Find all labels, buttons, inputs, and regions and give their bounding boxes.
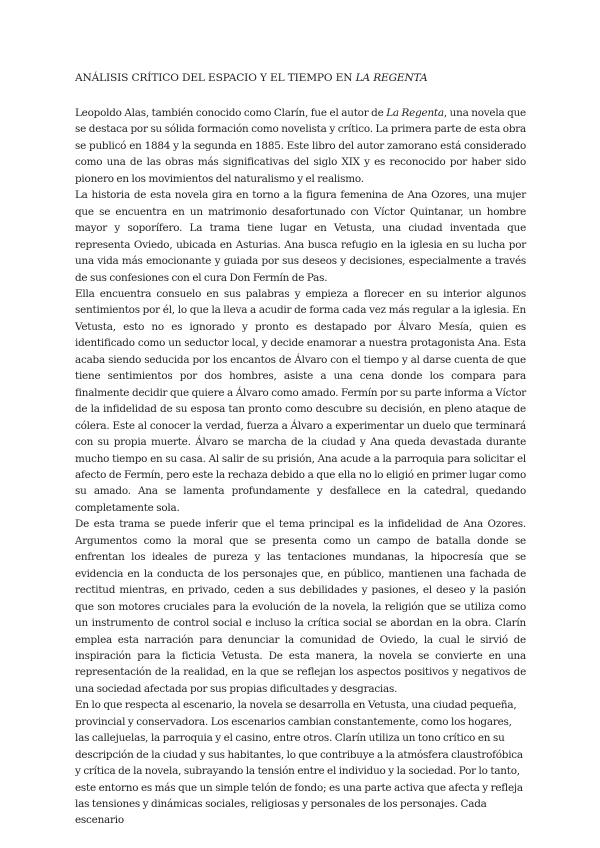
paragraph-intro-after: , una novela que se destaca por su sólida formación como novelista y crítico. La primera parte de esta obra se publicó en 1884 y la segunda en 1885. Este libro del autor zamorano está considerado como una de las obras más significativas del siglo XIX y es reconocido por haber sido pionero en los movimientos del naturalismo y el realismo.: [75, 107, 526, 185]
paragraph-plot: La historia de esta novela gira en torno a la figura femenina de Ana Ozores, una mujer que se encuentra en un matrimonio desafortunado con Víctor Quintanar, un hombre mayor y soporífero. La trama tiene lugar en Vetusta, una ciudad inventada que representa Oviedo, ubicada en Asturias. Ana busca refugio en la iglesia en su lucha por una vida más emocionante y guiada por sus deseos y decisiones, especialmente a través de sus confesiones con el cura Don Fermín de Pas.: [75, 189, 526, 284]
document-title: [75, 71, 535, 85]
paragraph-intro: [75, 105, 526, 187]
paragraph-themes: De esta trama se puede inferir que el tema principal es la infidelidad de Ana Ozores. Argumentos como la moral que se presenta como un campo de batalla donde se enfrentan los ideales de pureza y las tentaciones mundanas, la hipocresía que se evidencia en la conducta de los personajes que, en público, mantienen una fachada de rectitud mientras, en privado, ceden a sus debilidades y pasiones, el deseo y la pasión que son motores cruciales para la evolución de la novela, la religión que se utiliza como un instrumento de control social e incluso la crítica social se abordan en la obra. Clarín emplea esta narración para denunciar la comunidad de Oviedo, la cual le sirvió de inspiración para la ficticia Vetusta. De esta manera, la novela se convierte en una representación de la realidad, en la que se reflejan los aspectos positivos y negativos de una sociedad afectada por sus propias dificultades y desgracias.: [75, 518, 526, 695]
title-text: ANÁLISIS CRÍTICO DEL ESPACIO Y EL TIEMPO EN: [75, 72, 356, 84]
document-body: [75, 105, 526, 829]
paragraph-intro-before: Leopoldo Alas, también conocido como Clarín, fue el autor de: [75, 107, 387, 119]
paragraph-setting: En lo que respecta al escenario, la novela se desarrolla en Vetusta, una ciudad pequeña, provincial y conservadora. Los escenarios cambian constantemente, como los hogares, las callejuelas, la parroquia y el casino, entre otros. Clarín utiliza un tono crítico en su descripción de la ciudad y sus habitantes, lo que contribuye a la atmósfera claustrofóbica y crítica de la novela, subrayando la tensión entre el individuo y la sociedad. Por lo tanto, este entorno es más que un simple telón de fondo; es una parte activa que afecta y refleja las tensiones y dinámicas sociales, religiosas y personales de los personajes. Cada escenario: [75, 699, 523, 827]
title-italic-work: LA REGENTA: [355, 72, 428, 84]
paragraph-intro-italic: La Regenta: [386, 107, 444, 119]
paragraph-story: Ella encuentra consuelo en sus palabras y empieza a florecer en su interior algunos sentimientos por él, lo que la lleva a acudir de forma cada vez más regular a la iglesia. En Vetusta, esto no es ignorado y pronto es destapado por Álvaro Mesía, quien es identificado como un seductor local, y decide enamorar a nuestra protagonista Ana. Esta acaba siendo seducida por los encantos de Álvaro con el tiempo y al darse cuenta de que tiene sentimientos por dos hombres, asiste a una cena donde los compara para finalmente decidir que quiere a Álvaro como amado. Fermín por su parte informa a Víctor de la infidelidad de su esposa tan pronto como descubre su decisión, en pleno ataque de cólera. Este al conocer la verdad, fuerza a Álvaro a experimentar un duelo que terminará con su propia muerte. Álvaro se marcha de la ciudad y Ana queda devastada durante mucho tiempo en su casa. Al salir de su prisión, Ana acude a la parroquia para solicitar el afecto de Fermín, pero este la rechaza debido a que ella no lo eligió en primer lugar como su amado. Ana se lamenta profundamente y desfallece en la catedral, quedando completamente sola.: [75, 287, 526, 514]
